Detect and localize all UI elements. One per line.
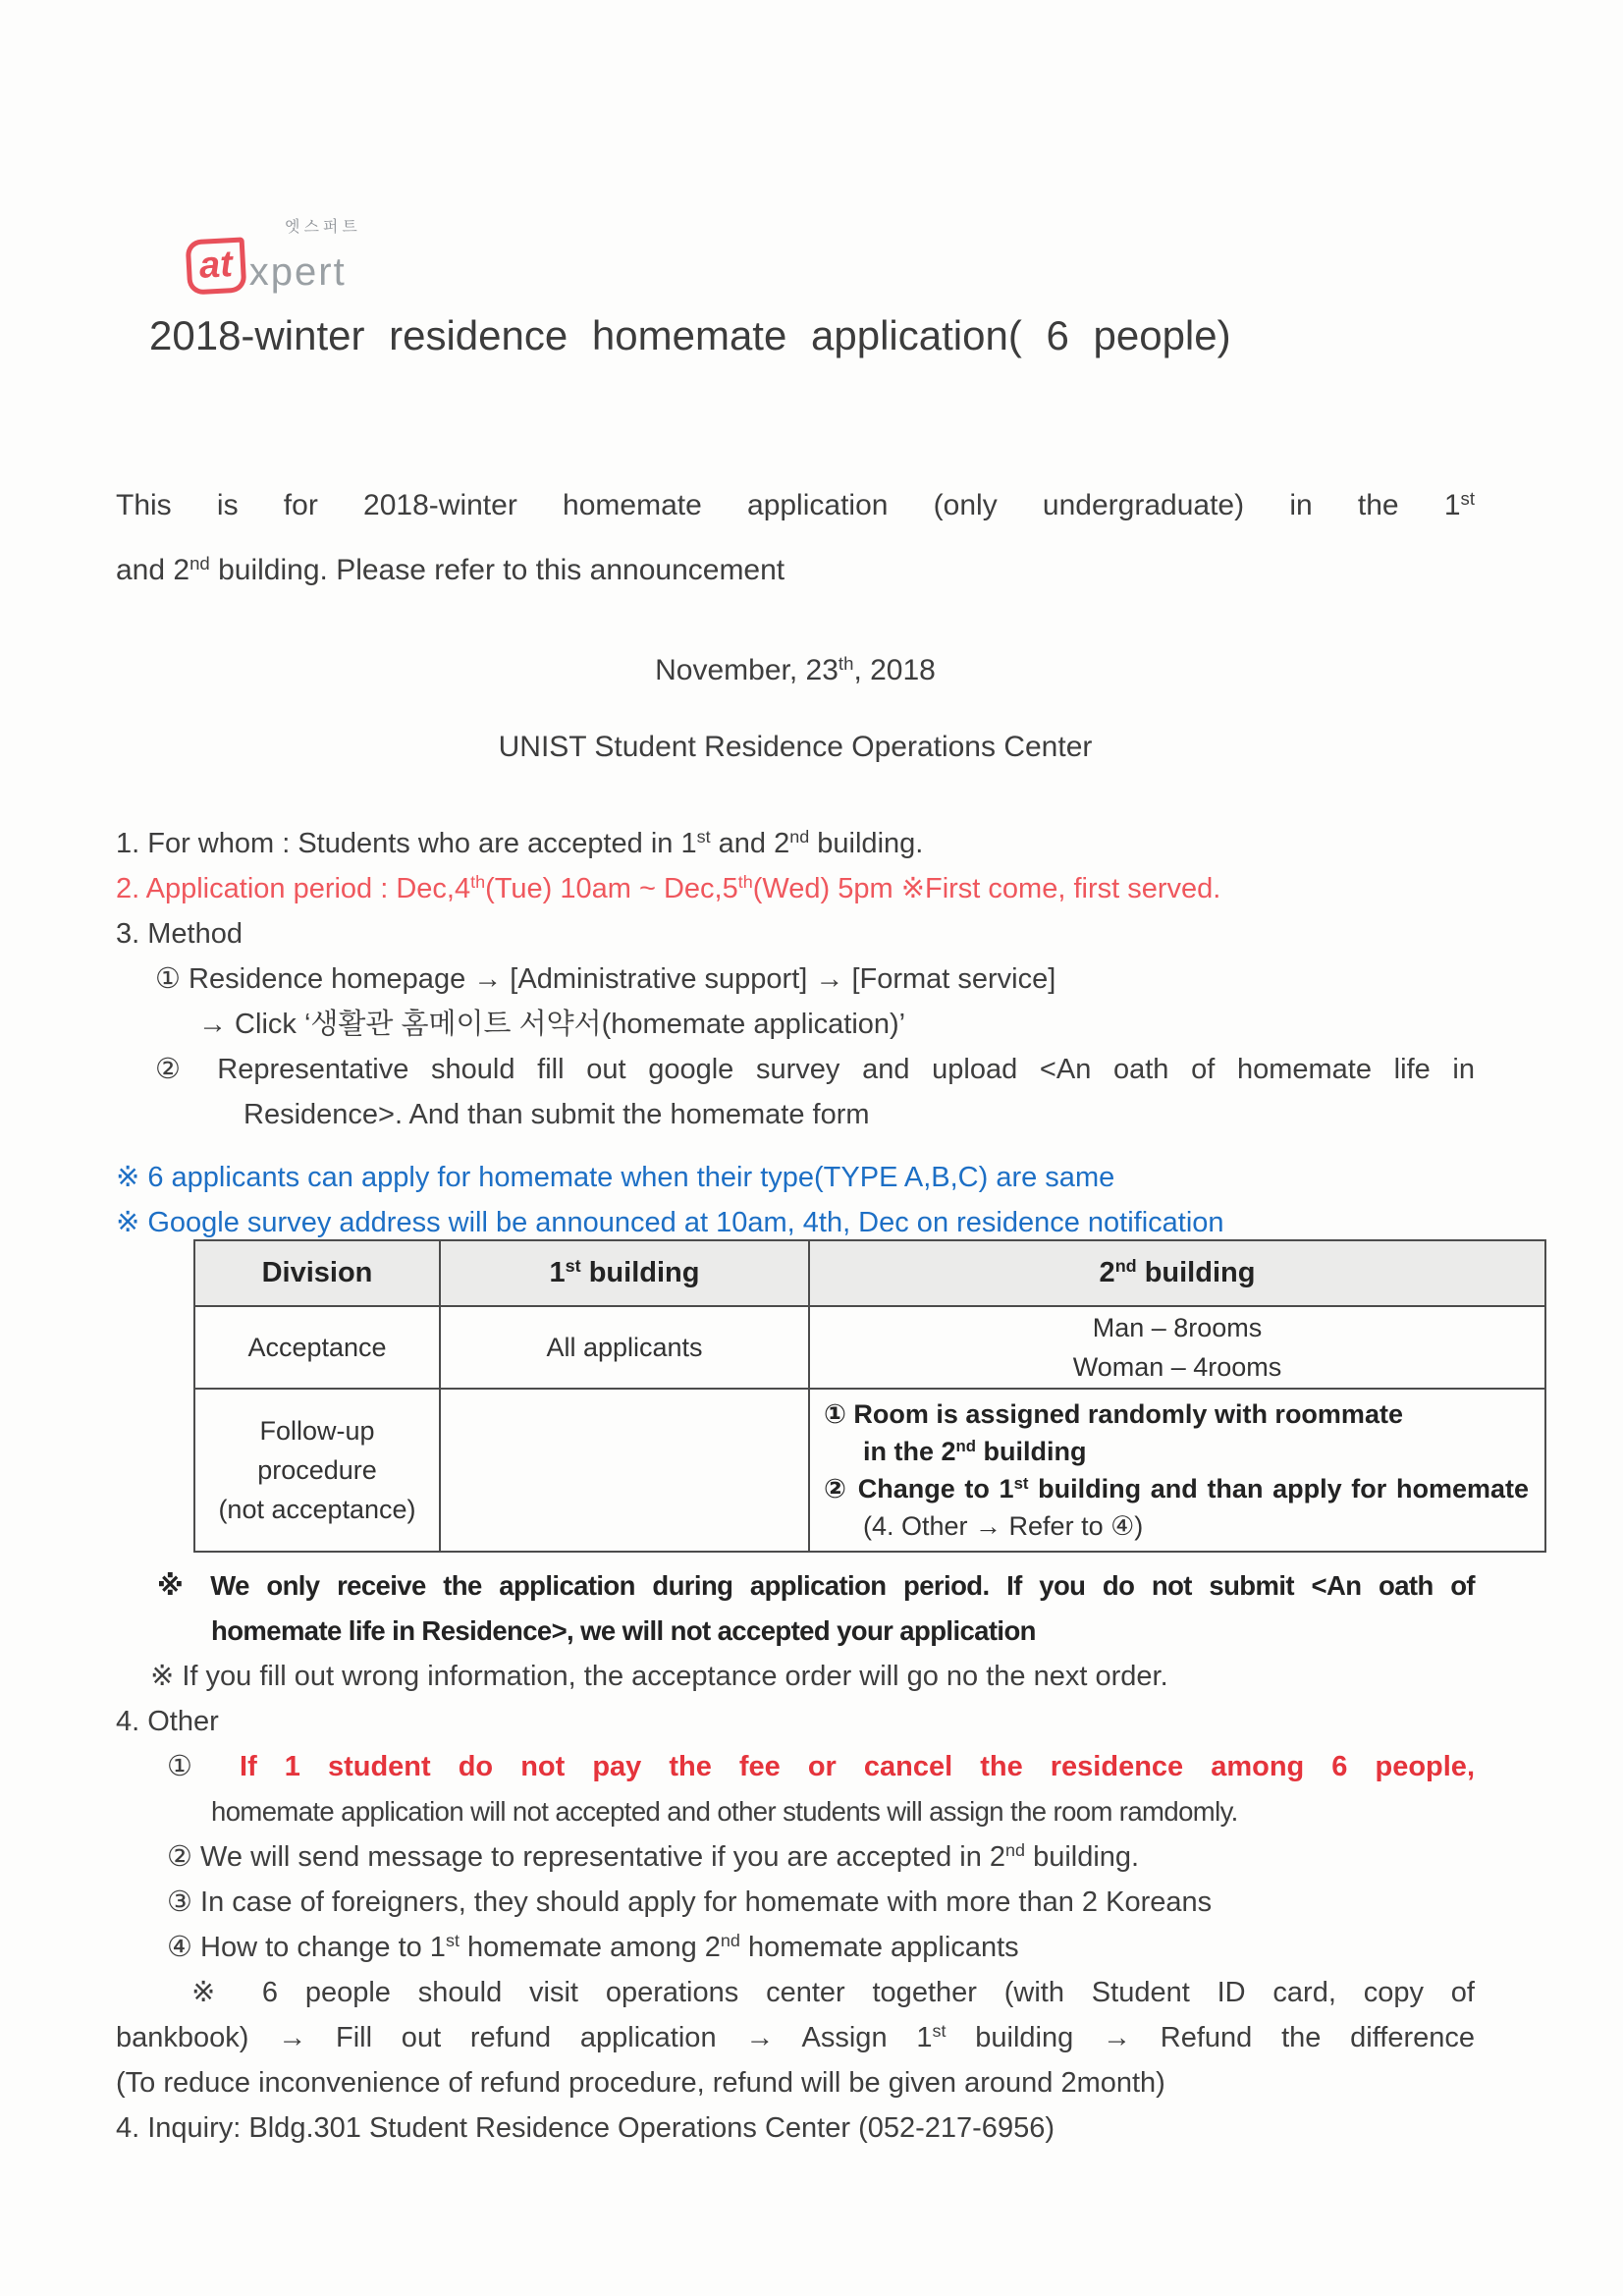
list-item-2-application-period: 2. Application period : Dec,4th(Tue) 10am ~ Dec,5th(Wed) 5pm ※First come, first served. bbox=[116, 872, 1221, 904]
atxpert-logo bbox=[187, 214, 361, 294]
man-rooms: Man – 8rooms bbox=[1092, 1313, 1263, 1342]
blue-note-2: ※ Google survey address will be announced at 10am, 4th, Dec on residence notification bbox=[116, 1207, 1224, 1238]
followup-line-1: Follow-up bbox=[259, 1416, 375, 1446]
inquiry-line: 4. Inquiry: Bldg.301 Student Residence Operations Center (052-217-6956) bbox=[116, 2112, 1055, 2144]
other-item-4-note-3: (To reduce inconvenience of refund procedure, refund will be given around 2month) bbox=[116, 2067, 1165, 2099]
list-item-3-method: 3. Method bbox=[116, 918, 243, 950]
intro-line-1: This is for 2018-winter homemate application (only undergraduate) in the 1st bbox=[116, 487, 1475, 521]
notes-section bbox=[116, 1563, 1475, 2151]
table-row-followup bbox=[194, 1389, 1545, 1552]
other-item-2: ② We will send message to representative if you are accepted in 2nd building. bbox=[167, 1840, 1140, 1873]
followup-2nd-item-1b: in the 2nd building bbox=[863, 1436, 1087, 1466]
cell-all-applicants: All applicants bbox=[440, 1306, 809, 1389]
method-step-2-continued: Residence>. And than submit the homemate form bbox=[243, 1099, 870, 1130]
list-item-1: 1. For whom : Students who are accepted in 1st and 2nd building. bbox=[116, 827, 924, 859]
intro-line-2: and 2nd building. Please refer to this announcement bbox=[116, 552, 785, 586]
organization-line: UNIST Student Residence Operations Center bbox=[498, 731, 1093, 763]
blue-note-1: ※ 6 applicants can apply for homemate when their type(TYPE A,B,C) are same bbox=[116, 1162, 1115, 1193]
intro-paragraph bbox=[116, 473, 1475, 603]
woman-rooms: Woman – 4rooms bbox=[1072, 1352, 1282, 1382]
followup-2nd-item-2: ② Change to 1st building and than apply for homemate bbox=[824, 1473, 1529, 1503]
main-list bbox=[116, 821, 1475, 1245]
header-2nd-building: 2nd building bbox=[809, 1240, 1545, 1306]
cell-followup-procedure bbox=[194, 1389, 440, 1552]
other-item-1: ① If 1 student do not pay the fee or cancel the residence among 6 people, bbox=[167, 1751, 1475, 1782]
table-row-acceptance bbox=[194, 1306, 1545, 1389]
section-4-other: 4. Other bbox=[116, 1706, 219, 1737]
cell-acceptance-2nd bbox=[809, 1306, 1545, 1389]
method-step-1: ① Residence homepage → [Administrative support] → [Format service] bbox=[155, 963, 1056, 995]
header-1st-building: 1st building bbox=[440, 1240, 809, 1306]
cell-followup-1st-empty bbox=[440, 1389, 809, 1552]
method-step-1-click: → Click ‘생활관 홈메이트 서약서(homemate application)’ bbox=[198, 1009, 906, 1040]
other-item-3: ③ In case of foreigners, they should apply for homemate with more than 2 Koreans bbox=[167, 1886, 1213, 1918]
followup-2nd-item-3: (4. Other → Refer to ④) bbox=[863, 1511, 1144, 1541]
other-item-4-note-2: bankbook) → Fill out refund application → Assign 1st building → Refund the difference bbox=[116, 2021, 1475, 2053]
note-application-period-1: ※ We only receive the application during application period. If you do not submit <An oath of bbox=[157, 1570, 1475, 1601]
cell-acceptance: Acceptance bbox=[194, 1306, 440, 1389]
other-item-4: ④ How to change to 1st homemate among 2nd homemate applicants bbox=[167, 1931, 1019, 1963]
followup-line-3: (not acceptance) bbox=[218, 1495, 416, 1524]
cell-followup-2nd bbox=[809, 1389, 1545, 1552]
followup-line-2: procedure bbox=[257, 1455, 377, 1485]
page-title: 2018-winter residence homemate application( 6 people) bbox=[149, 312, 1231, 358]
other-item-1-continued: homemate application will not accepted and other students will assign the room ramdomly. bbox=[211, 1796, 1238, 1827]
buildings-table bbox=[193, 1239, 1546, 1553]
logo-at-icon: at bbox=[186, 237, 247, 295]
logo-korean-text: 엣스퍼트 bbox=[285, 219, 361, 236]
table-header-row bbox=[194, 1240, 1545, 1306]
followup-2nd-item-1: ① Room is assigned randomly with roommate bbox=[824, 1399, 1403, 1429]
note-wrong-information: ※ If you fill out wrong information, the acceptance order will go no the next order. bbox=[150, 1661, 1168, 1692]
logo-brand-text: xpert bbox=[248, 250, 347, 294]
header-division: Division bbox=[194, 1240, 440, 1306]
date-line: November, 23th, 2018 bbox=[655, 652, 936, 686]
note-application-period-2: homemate life in Residence>, we will not accepted your application bbox=[211, 1615, 1036, 1646]
other-item-4-note-1: ※ 6 people should visit operations center together (with Student ID card, copy of bbox=[191, 1977, 1475, 2008]
method-step-2: ② Representative should fill out google survey and upload <An oath of homemate life in bbox=[155, 1054, 1475, 1085]
